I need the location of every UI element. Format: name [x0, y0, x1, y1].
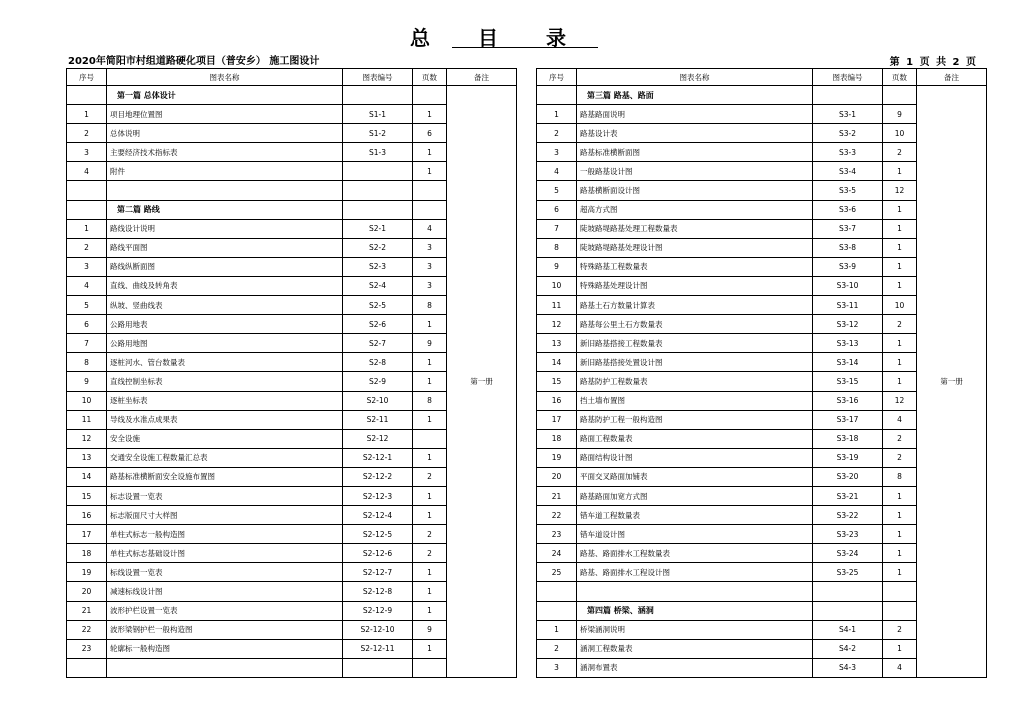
- row-name: 陡坡路堤路基处理工程数量表: [577, 219, 813, 238]
- row-pages: [413, 658, 447, 677]
- row-number: 7: [537, 219, 577, 238]
- header-no: 序号: [67, 69, 107, 86]
- row-pages: 1: [413, 639, 447, 658]
- row-code: S2-5: [343, 296, 413, 315]
- section-row: [67, 86, 517, 105]
- row-pages: 1: [883, 525, 917, 544]
- row-number: 11: [537, 296, 577, 315]
- row-number: 16: [537, 391, 577, 410]
- row-number: 13: [537, 334, 577, 353]
- row-name: 路基每公里土石方数量表: [577, 315, 813, 334]
- row-number: 4: [537, 162, 577, 181]
- row-code: S3-3: [813, 143, 883, 162]
- row-code: S3-10: [813, 276, 883, 295]
- row-pages: 1: [883, 544, 917, 563]
- row-name: 路基路面加宽方式图: [577, 486, 813, 505]
- row-pages: 2: [413, 525, 447, 544]
- row-code: S3-2: [813, 124, 883, 143]
- row-number: 4: [67, 162, 107, 181]
- row-number: 16: [67, 506, 107, 525]
- row-code: S2-8: [343, 353, 413, 372]
- row-name: 波形梁钢护栏一般构造图: [107, 620, 343, 639]
- row-pages: 1: [413, 448, 447, 467]
- row-name: 路基土石方数量计算表: [577, 296, 813, 315]
- row-pages: [883, 601, 917, 620]
- row-pages: [413, 181, 447, 200]
- row-code: S3-21: [813, 486, 883, 505]
- row-number: 23: [67, 639, 107, 658]
- row-pages: 8: [883, 467, 917, 486]
- row-number: 9: [537, 257, 577, 276]
- row-pages: 2: [883, 315, 917, 334]
- row-name: 错车道设计图: [577, 525, 813, 544]
- row-pages: 4: [883, 410, 917, 429]
- row-number: [67, 658, 107, 677]
- row-number: 15: [537, 372, 577, 391]
- row-pages: 1: [883, 563, 917, 582]
- row-pages: 3: [413, 257, 447, 276]
- row-pages: 1: [413, 582, 447, 601]
- row-number: 5: [67, 296, 107, 315]
- row-code: S4-3: [813, 658, 883, 677]
- row-code: S2-12: [343, 429, 413, 448]
- row-pages: 1: [413, 486, 447, 505]
- row-pages: 10: [883, 124, 917, 143]
- row-name: [107, 181, 343, 200]
- row-code: [343, 181, 413, 200]
- row-code: [343, 86, 413, 105]
- row-pages: 1: [883, 276, 917, 295]
- row-number: [67, 181, 107, 200]
- row-number: 6: [67, 315, 107, 334]
- row-code: S2-12-2: [343, 467, 413, 486]
- row-name: 桥梁涵洞说明: [577, 620, 813, 639]
- row-name: 项目地理位置图: [107, 105, 343, 124]
- header-code: 图表编号: [813, 69, 883, 86]
- row-pages: 1: [883, 372, 917, 391]
- row-code: S2-6: [343, 315, 413, 334]
- row-code: S3-1: [813, 105, 883, 124]
- volume-note: 第一册: [917, 86, 987, 678]
- row-code: S2-12-3: [343, 486, 413, 505]
- row-pages: 3: [413, 238, 447, 257]
- row-name: 挡土墙布置图: [577, 391, 813, 410]
- row-code: S3-7: [813, 219, 883, 238]
- section-title: 第四篇 桥梁、涵洞: [577, 601, 813, 620]
- row-name: 标志版面尺寸大样图: [107, 506, 343, 525]
- row-number: 23: [537, 525, 577, 544]
- row-name: 涵洞布置表: [577, 658, 813, 677]
- row-name: 公路用地图: [107, 334, 343, 353]
- row-name: 错车道工程数量表: [577, 506, 813, 525]
- volume-note: 第一册: [447, 86, 517, 678]
- row-pages: 2: [883, 143, 917, 162]
- row-number: 19: [537, 448, 577, 467]
- row-code: S2-12-10: [343, 620, 413, 639]
- row-code: S3-19: [813, 448, 883, 467]
- row-pages: 1: [413, 162, 447, 181]
- row-number: [537, 86, 577, 105]
- row-code: S3-24: [813, 544, 883, 563]
- row-number: 8: [537, 238, 577, 257]
- row-name: 新旧路基搭接处置设计图: [577, 353, 813, 372]
- row-name: 减速标线设计图: [107, 582, 343, 601]
- row-pages: [413, 86, 447, 105]
- row-code: S2-11: [343, 410, 413, 429]
- header-no: 序号: [537, 69, 577, 86]
- row-number: 17: [537, 410, 577, 429]
- row-number: 1: [537, 620, 577, 639]
- row-name: 一般路基设计图: [577, 162, 813, 181]
- row-name: 波形护栏设置一览表: [107, 601, 343, 620]
- row-pages: [413, 429, 447, 448]
- row-name: 路基、路面排水工程设计图: [577, 563, 813, 582]
- row-name: 主要经济技术指标表: [107, 143, 343, 162]
- header-pages: 页数: [413, 69, 447, 86]
- row-name: [577, 582, 813, 601]
- row-number: 3: [537, 658, 577, 677]
- row-number: 2: [67, 124, 107, 143]
- row-name: 特殊路基工程数量表: [577, 257, 813, 276]
- row-name: 路面结构设计图: [577, 448, 813, 467]
- row-name: 路线纵断面图: [107, 257, 343, 276]
- row-code: S2-12-5: [343, 525, 413, 544]
- row-number: 1: [67, 219, 107, 238]
- row-number: 8: [67, 353, 107, 372]
- row-code: S1-1: [343, 105, 413, 124]
- row-name: 交通安全设施工程数量汇总表: [107, 448, 343, 467]
- row-pages: 9: [413, 334, 447, 353]
- row-pages: 8: [413, 296, 447, 315]
- row-pages: 2: [413, 467, 447, 486]
- row-pages: 1: [883, 200, 917, 219]
- section-title: 第三篇 路基、路面: [577, 86, 813, 105]
- row-pages: 9: [413, 620, 447, 639]
- row-code: S3-6: [813, 200, 883, 219]
- row-number: 17: [67, 525, 107, 544]
- row-number: 25: [537, 563, 577, 582]
- row-code: S3-11: [813, 296, 883, 315]
- row-pages: 1: [413, 105, 447, 124]
- row-name: 纵坡、竖曲线表: [107, 296, 343, 315]
- row-code: S2-12-6: [343, 544, 413, 563]
- row-number: 21: [537, 486, 577, 505]
- row-code: S2-12-1: [343, 448, 413, 467]
- row-code: S2-3: [343, 257, 413, 276]
- row-number: 14: [67, 467, 107, 486]
- section-title: 第二篇 路线: [107, 200, 343, 219]
- row-pages: 2: [883, 429, 917, 448]
- row-pages: 1: [413, 372, 447, 391]
- row-name: 平面交叉路面加铺表: [577, 467, 813, 486]
- row-code: [343, 658, 413, 677]
- row-code: [813, 86, 883, 105]
- row-number: 3: [67, 257, 107, 276]
- row-name: 路基标准横断面图: [577, 143, 813, 162]
- row-pages: 9: [883, 105, 917, 124]
- row-number: 1: [537, 105, 577, 124]
- header-code: 图表编号: [343, 69, 413, 86]
- row-name: 公路用地表: [107, 315, 343, 334]
- row-number: 5: [537, 181, 577, 200]
- row-code: S2-10: [343, 391, 413, 410]
- row-pages: 3: [413, 276, 447, 295]
- row-name: 特殊路基处理设计图: [577, 276, 813, 295]
- row-code: S3-25: [813, 563, 883, 582]
- row-code: [343, 162, 413, 181]
- section-row: [537, 86, 987, 105]
- row-code: S2-1: [343, 219, 413, 238]
- row-code: S3-9: [813, 257, 883, 276]
- row-name: 轮廓标一般构造图: [107, 639, 343, 658]
- row-number: 14: [537, 353, 577, 372]
- row-code: S3-15: [813, 372, 883, 391]
- row-pages: 1: [883, 506, 917, 525]
- row-code: S2-12-9: [343, 601, 413, 620]
- row-code: S4-1: [813, 620, 883, 639]
- row-number: 19: [67, 563, 107, 582]
- row-pages: 2: [883, 448, 917, 467]
- row-number: 11: [67, 410, 107, 429]
- row-name: 路基防护工程一般构造图: [577, 410, 813, 429]
- row-number: 2: [537, 639, 577, 658]
- row-name: 新旧路基搭接工程数量表: [577, 334, 813, 353]
- row-number: 7: [67, 334, 107, 353]
- row-code: [813, 582, 883, 601]
- row-pages: 12: [883, 391, 917, 410]
- row-pages: [883, 86, 917, 105]
- contents-table-right: [536, 68, 987, 678]
- row-name: 导线及水准点成果表: [107, 410, 343, 429]
- row-number: 1: [67, 105, 107, 124]
- header-note: 备注: [917, 69, 987, 86]
- row-pages: 2: [883, 620, 917, 639]
- row-pages: 1: [413, 410, 447, 429]
- row-number: 9: [67, 372, 107, 391]
- row-code: [343, 200, 413, 219]
- row-code: S2-9: [343, 372, 413, 391]
- row-number: 10: [537, 276, 577, 295]
- row-number: 2: [67, 238, 107, 257]
- row-code: S3-8: [813, 238, 883, 257]
- row-number: 22: [537, 506, 577, 525]
- row-code: S1-3: [343, 143, 413, 162]
- table-header: [537, 69, 987, 86]
- project-title: 2020年简阳市村组道路硬化项目（普安乡） 施工图设计: [68, 56, 320, 67]
- row-pages: 12: [883, 181, 917, 200]
- row-number: 4: [67, 276, 107, 295]
- row-pages: 1: [413, 143, 447, 162]
- row-pages: 1: [883, 219, 917, 238]
- row-number: 21: [67, 601, 107, 620]
- row-number: 15: [67, 486, 107, 505]
- contents-table-left: [66, 68, 517, 678]
- row-pages: 2: [413, 544, 447, 563]
- row-code: S3-20: [813, 467, 883, 486]
- header-pages: 页数: [883, 69, 917, 86]
- row-number: 20: [67, 582, 107, 601]
- page-indicator: 第 1 页 共 2 页: [889, 57, 976, 68]
- row-code: S3-4: [813, 162, 883, 181]
- row-name: 直线控制坐标表: [107, 372, 343, 391]
- row-code: S3-17: [813, 410, 883, 429]
- row-pages: 1: [883, 162, 917, 181]
- row-name: 单柱式标志基础设计图: [107, 544, 343, 563]
- row-code: S3-13: [813, 334, 883, 353]
- row-name: 路基路面说明: [577, 105, 813, 124]
- row-pages: 10: [883, 296, 917, 315]
- row-pages: 6: [413, 124, 447, 143]
- row-code: S2-12-8: [343, 582, 413, 601]
- row-pages: 1: [413, 353, 447, 372]
- row-code: S2-12-11: [343, 639, 413, 658]
- row-number: 6: [537, 200, 577, 219]
- row-code: [813, 601, 883, 620]
- row-number: 20: [537, 467, 577, 486]
- row-name: 路线设计说明: [107, 219, 343, 238]
- row-number: [67, 200, 107, 219]
- row-number: 22: [67, 620, 107, 639]
- row-number: 18: [537, 429, 577, 448]
- row-code: S3-16: [813, 391, 883, 410]
- header-note: 备注: [447, 69, 517, 86]
- title-underline: [452, 47, 598, 48]
- row-number: 3: [67, 143, 107, 162]
- row-code: S3-5: [813, 181, 883, 200]
- row-name: 路面工程数量表: [577, 429, 813, 448]
- row-pages: 1: [883, 334, 917, 353]
- row-code: S3-23: [813, 525, 883, 544]
- row-number: 10: [67, 391, 107, 410]
- section-title: 第一篇 总体设计: [107, 86, 343, 105]
- row-code: S2-12-7: [343, 563, 413, 582]
- row-number: [67, 86, 107, 105]
- row-name: 陡坡路堤路基处理设计图: [577, 238, 813, 257]
- row-name: 路基、路面排水工程数量表: [577, 544, 813, 563]
- row-pages: 1: [883, 257, 917, 276]
- row-name: 路基标准横断面安全设施布置图: [107, 467, 343, 486]
- row-name: 逐桩河水、管台数量表: [107, 353, 343, 372]
- row-name: 附件: [107, 162, 343, 181]
- row-name: 直线、曲线及转角表: [107, 276, 343, 295]
- row-number: 3: [537, 143, 577, 162]
- row-pages: 1: [883, 639, 917, 658]
- row-name: 路基防护工程数量表: [577, 372, 813, 391]
- row-name: 逐桩坐标表: [107, 391, 343, 410]
- row-code: S2-12-4: [343, 506, 413, 525]
- row-code: S3-14: [813, 353, 883, 372]
- row-pages: 1: [413, 563, 447, 582]
- row-code: S3-12: [813, 315, 883, 334]
- row-name: 标线设置一览表: [107, 563, 343, 582]
- row-pages: 4: [413, 219, 447, 238]
- row-code: S4-2: [813, 639, 883, 658]
- row-name: 单柱式标志一般构造图: [107, 525, 343, 544]
- row-pages: [883, 582, 917, 601]
- row-code: S3-22: [813, 506, 883, 525]
- row-name: 超高方式图: [577, 200, 813, 219]
- table-header: [67, 69, 517, 86]
- row-pages: 4: [883, 658, 917, 677]
- row-code: S1-2: [343, 124, 413, 143]
- row-number: 2: [537, 124, 577, 143]
- row-number: [537, 582, 577, 601]
- row-code: S3-18: [813, 429, 883, 448]
- row-name: 路线平面图: [107, 238, 343, 257]
- row-code: S2-7: [343, 334, 413, 353]
- row-name: 路基横断面设计图: [577, 181, 813, 200]
- row-name: 总体说明: [107, 124, 343, 143]
- row-name: 路基设计表: [577, 124, 813, 143]
- row-pages: 1: [413, 601, 447, 620]
- row-number: 12: [67, 429, 107, 448]
- row-number: 12: [537, 315, 577, 334]
- row-pages: 1: [413, 315, 447, 334]
- row-code: S2-2: [343, 238, 413, 257]
- row-pages: 1: [883, 486, 917, 505]
- row-number: [537, 601, 577, 620]
- row-name: 安全设施: [107, 429, 343, 448]
- row-pages: [413, 200, 447, 219]
- row-name: 涵洞工程数量表: [577, 639, 813, 658]
- row-number: 24: [537, 544, 577, 563]
- page-title: 总目录: [410, 26, 614, 50]
- header-name: 图表名称: [107, 69, 343, 86]
- row-number: 18: [67, 544, 107, 563]
- row-pages: 1: [883, 353, 917, 372]
- row-number: 13: [67, 448, 107, 467]
- row-name: 标志设置一览表: [107, 486, 343, 505]
- row-name: [107, 658, 343, 677]
- row-pages: 1: [883, 238, 917, 257]
- row-pages: 1: [413, 506, 447, 525]
- row-code: S2-4: [343, 276, 413, 295]
- row-pages: 8: [413, 391, 447, 410]
- header-name: 图表名称: [577, 69, 813, 86]
